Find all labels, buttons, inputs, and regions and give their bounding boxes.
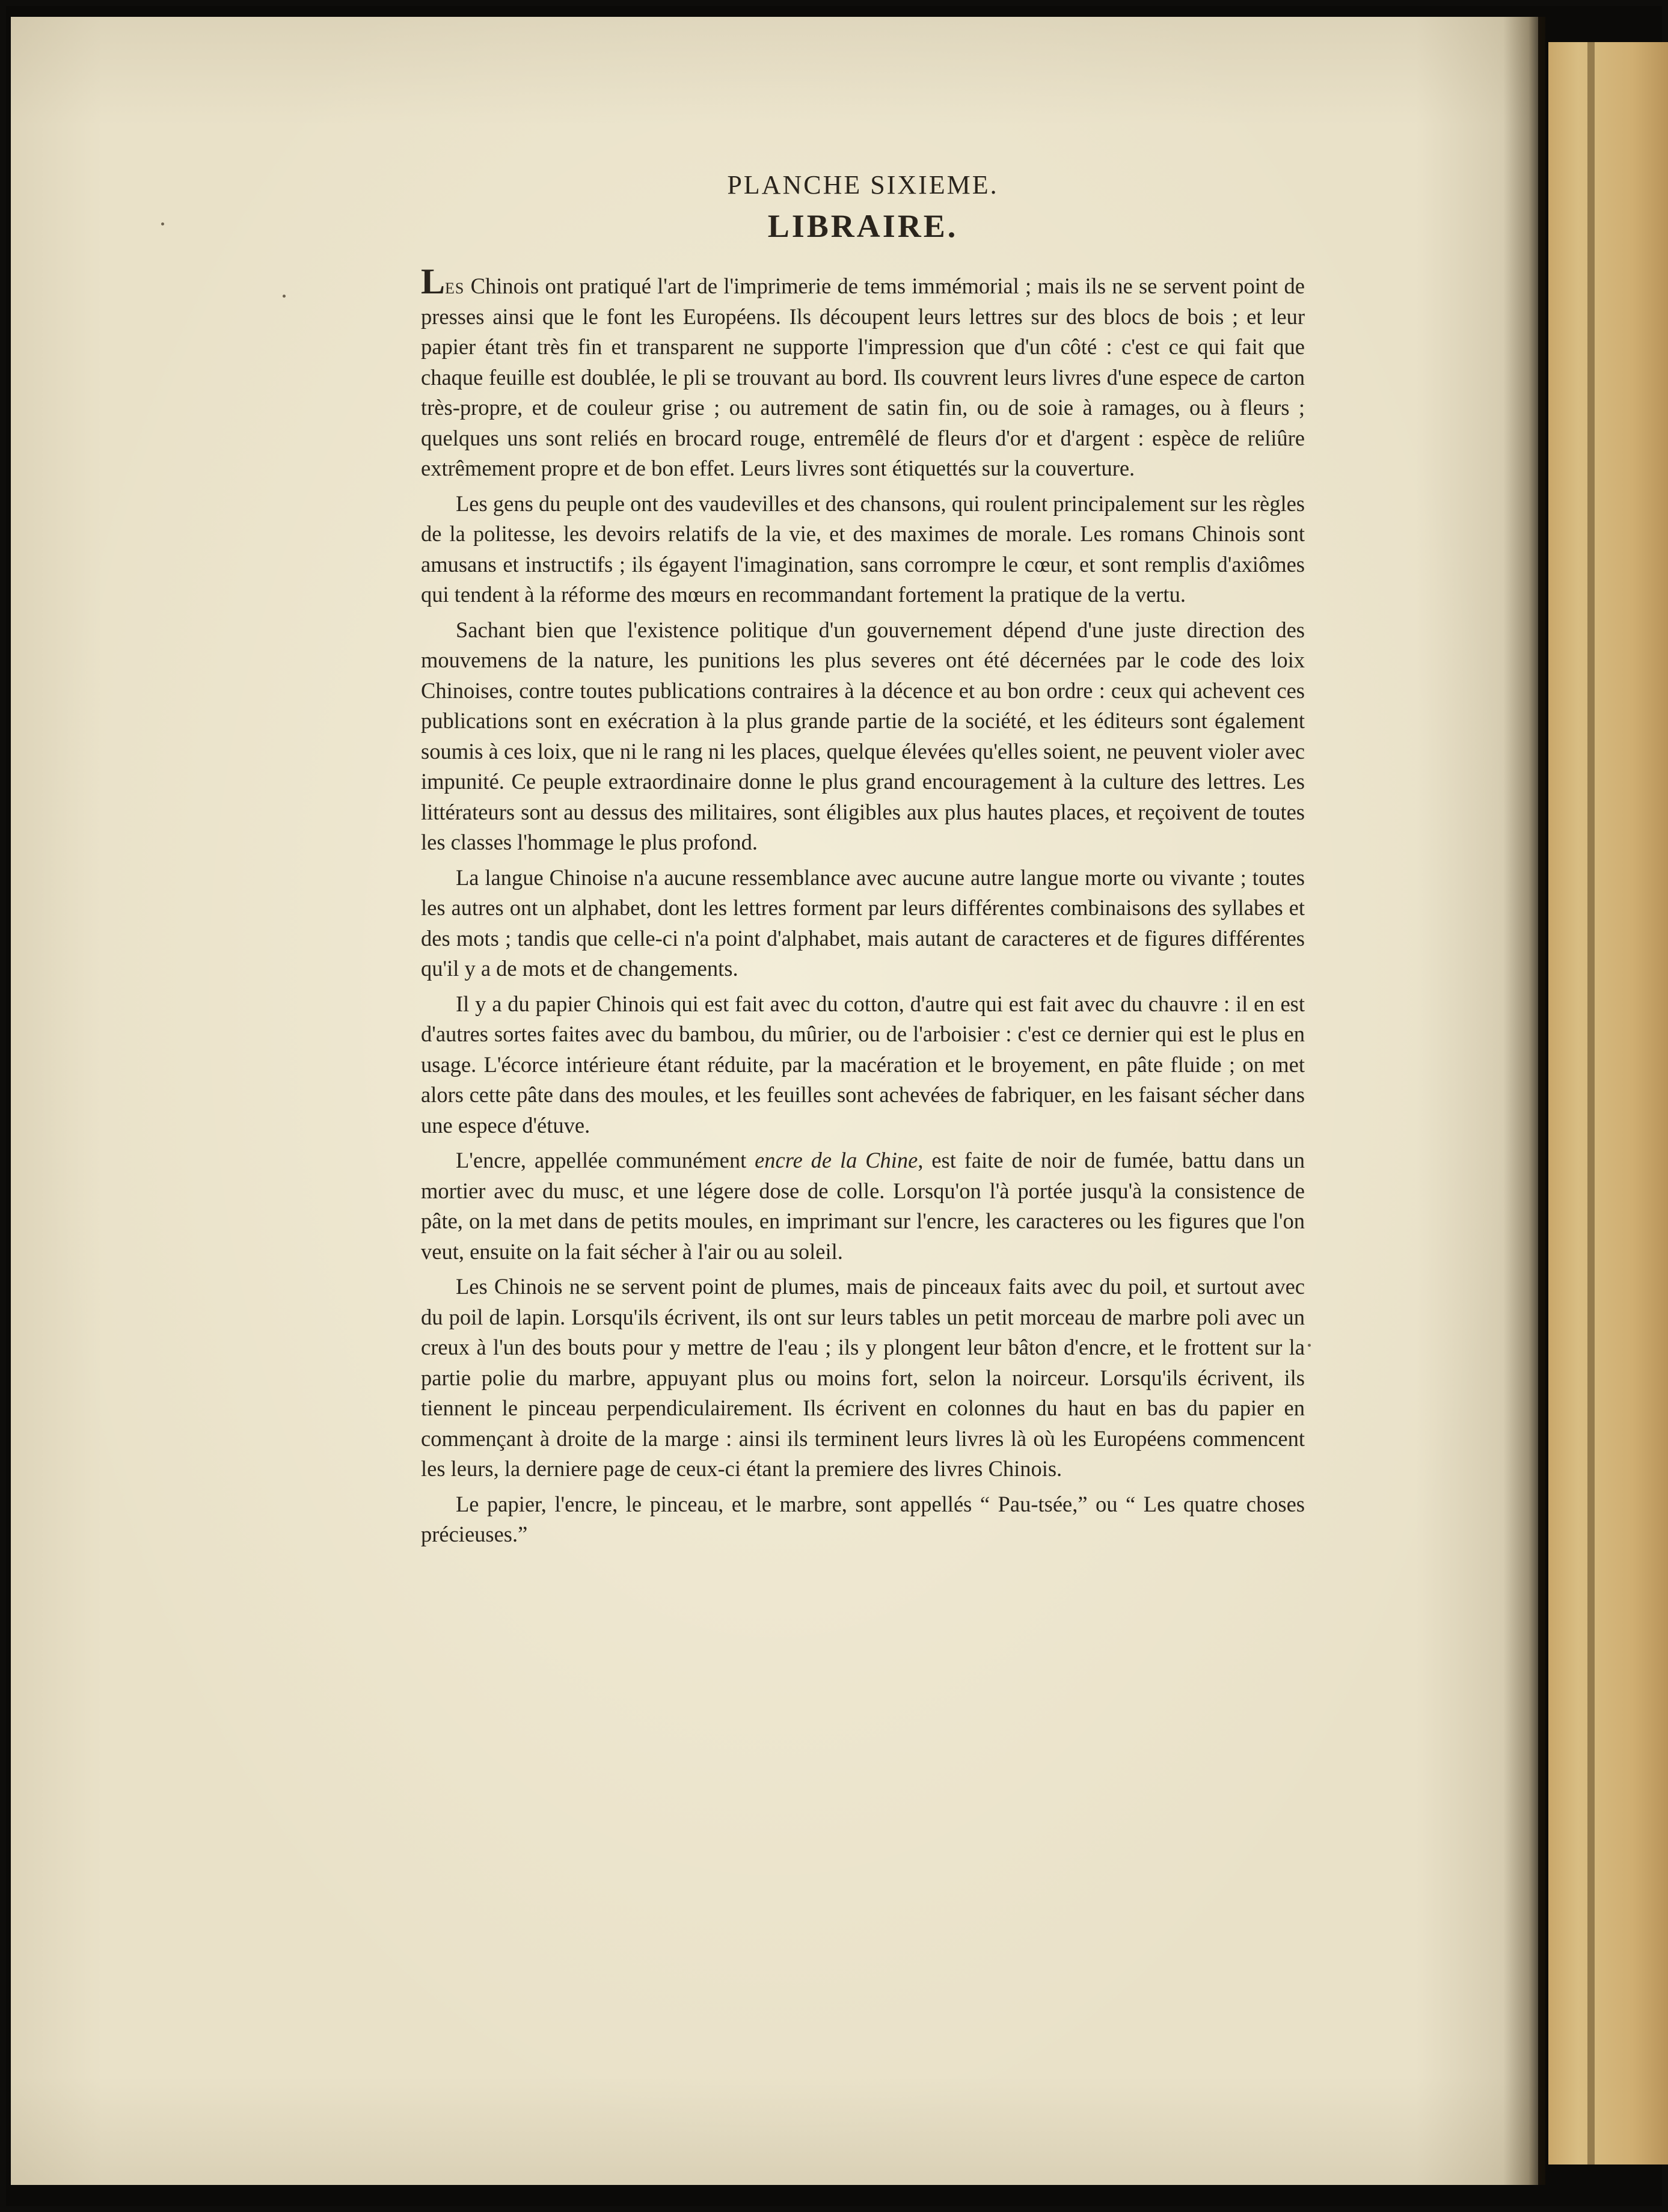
- lead-in: es: [445, 274, 465, 298]
- paper-speck: [161, 222, 164, 225]
- page-text: [421, 168, 1305, 1555]
- running-head: PLANCHE SIXIEME.: [727, 170, 999, 200]
- paragraph-4: La langue Chinoise n'a aucune ressemblance avec aucune autre langue morte ou vivante ; toutes les autres ont un alphabet, dont les lettres forment par leurs différentes combinaisons des syllabes et des mots ; tandis que celle-ci n'a point d'alphabet, mais autant de caracteres et de figures différentes qu'il y a de mots et de changements.: [421, 865, 1305, 981]
- drop-initial: L: [421, 262, 446, 301]
- adjacent-page-edge: [1548, 42, 1668, 2165]
- section-title: LIBRAIRE.: [767, 208, 958, 244]
- paragraph-6: [421, 1145, 1305, 1267]
- paper-speck: [1308, 1344, 1311, 1347]
- paragraph-3: Sachant bien que l'existence politique d'un gouvernement dépend d'une juste direction des mouvemens de la nature, les punitions les plus severes ont été décernées par le code des loix Chinoises, contre toutes publications contraires à la décence et au bon ordre : ceux qui achevent ces publications sont en exécration à la plus grande partie de la société, et les éditeurs sont également soumis à ces loix, que ni le rang ni les places, quelque élevées qu'elles soient, ne peuvent violer avec impunité. Ce peuple extraordinaire donne le plus grand encouragement à la culture des lettres. Les littérateurs sont au dessus des militaires, sont éligibles aux plus hautes places, et reçoivent de toutes les classes l'hommage le plus profond.: [421, 617, 1305, 854]
- paragraph-2: Les gens du peuple ont des vaudevilles et des chansons, qui roulent principalement sur les règles de la politesse, les devoirs relatifs de la vie, et des maximes de morale. Les romans Chinois sont amusans et instructifs ; ils égayent l'imagination, sans corrompre le cœur, et sont remplis d'axiômes qui tendent à la réforme des mœurs en recommandant fortement la pratique de la vertu.: [421, 491, 1305, 607]
- paragraph-5: Il y a du papier Chinois qui est fait avec du cotton, d'autre qui est fait avec du chauvre : il en est d'autres sortes faites avec du bambou, du mûrier, ou de l'arboisier : c'est ce dernier qui est le plus en usage. L'écorce intérieure étant réduite, par la macération et le broyement, en pâte fluide ; on met alors cette pâte dans des moules, et les feuilles sont achevées de fabriquer, en les faisant sécher dans une espece d'étuve.: [421, 991, 1305, 1138]
- adjacent-page-fold: [1587, 42, 1595, 2165]
- paragraph-8: Le papier, l'encre, le pinceau, et le marbre, sont appellés “ Pau-tsée,” ou “ Les quatre choses précieuses.”: [421, 1491, 1305, 1546]
- paragraph-1-text: Chinois ont pratiqué l'art de l'imprimerie de tems immémorial ; mais ils ne se servent point de presses ainsi que le font les Européens. Ils découpent leurs lettres sur des blocs de bois ; et leur papier étant très fin et transparent ne supporte l'impression que d'un côté : c'est ce qui fait que chaque feuille est doublée, le pli se trouvant au bord. Ils couvrent leurs livres d'une espece de carton très-propre, et de couleur grise ; ou autrement de satin fin, ou de soie à ramages, ou à fleurs ; quelques uns sont reliés en brocard rouge, entremêlé de fleurs d'or et d'argent : espèce de reliûre extrêmement propre et de bon effet. Leurs livres sont étiquettés sur la couverture.: [421, 274, 1305, 480]
- paragraph-6-before: L'encre, appellée communément: [456, 1148, 755, 1172]
- paragraph-6-after: , est faite de noir de fumée, battu dans un mortier avec du musc, et une légere dose de colle. Lorsqu'on l'à portée jusqu'à la consistence de pâte, on la met dans de petits moules, en imprimant sur l'encre, les caracteres ou les figures que l'on veut, ensuite on la fait sécher à l'air ou au soleil.: [421, 1148, 1305, 1264]
- page-gutter-shadow: [1503, 17, 1545, 2185]
- paragraph-1: [421, 262, 1305, 484]
- paragraph-6-italic: encre de la Chine: [755, 1148, 918, 1172]
- paragraph-7: Les Chinois ne se servent point de plumes, mais de pinceaux faits avec du poil, et surtout avec du poil de lapin. Lorsqu'ils écrivent, ils ont sur leurs tables un petit morceau de marbre poli avec un creux à l'un des bouts pour y mettre de l'eau ; ils y plongent leur bâton d'encre, et le frottent sur la partie polie du marbre, appuyant plus ou moins fort, selon la noirceur. Lorsqu'ils écrivent, ils tiennent le pinceau perpendiculairement. Ils écrivent en colonnes du haut en bas du papier en commençant à droite de la marge : ainsi ils terminent leurs livres là où les Européens commencent les leurs, la derniere page de ceux-ci étant la premiere des livres Chinois.: [421, 1274, 1305, 1481]
- paper-speck: [283, 295, 286, 298]
